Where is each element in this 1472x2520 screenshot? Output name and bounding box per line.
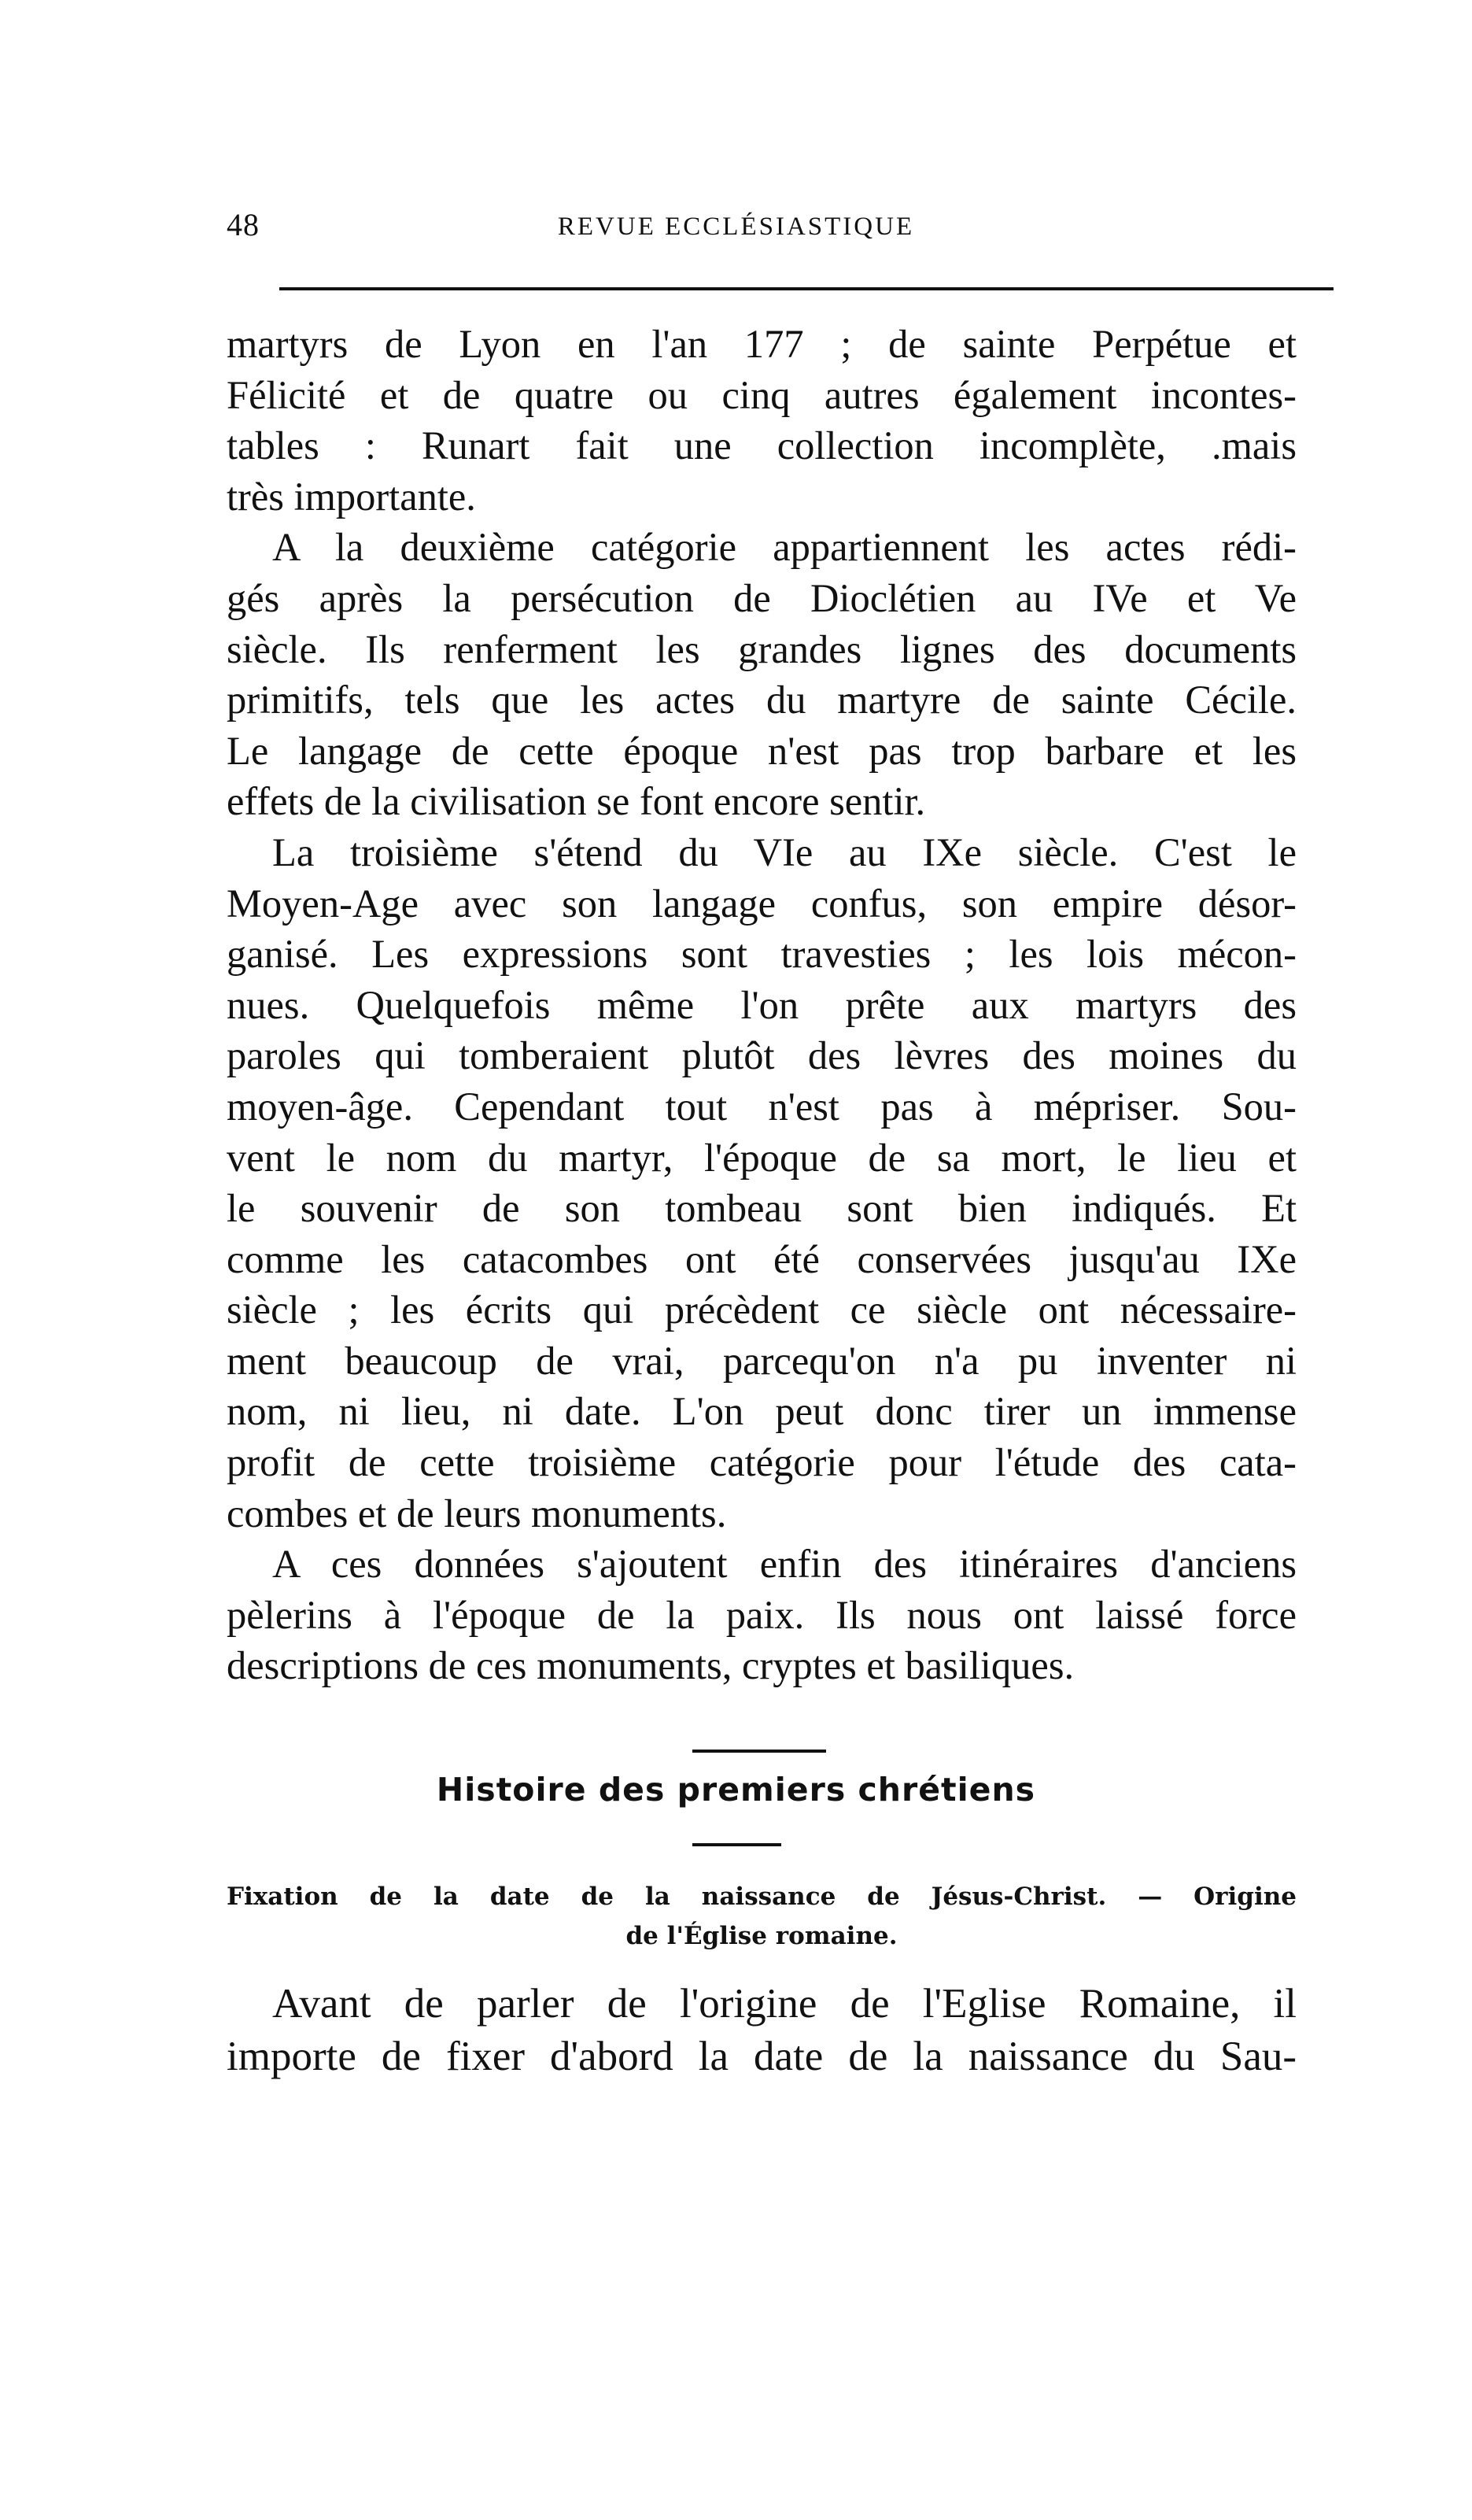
section-divider bbox=[692, 1750, 826, 1753]
section-title: Histoire des premiers chrétiens bbox=[436, 1771, 1036, 1809]
subtitle-line: de l'Église romaine. bbox=[625, 1922, 898, 1950]
text-line: descriptions de ces monuments, cryptes et basiliques. bbox=[227, 1643, 1075, 1688]
text-line: primitifs, tels que les actes du martyre de sainte Cécile. bbox=[227, 678, 1297, 722]
text-line: moyen-âge. Cependant tout n'est pas à mépriser. Sou- bbox=[227, 1084, 1297, 1129]
text-line: siècle ; les écrits qui précèdent ce siècle ont nécessaire- bbox=[227, 1288, 1297, 1332]
text-line: vent le nom du martyr, l'époque de sa mort, le lieu et bbox=[227, 1135, 1297, 1180]
text-line: importe de fixer d'abord la date de la naissance du Sau- bbox=[227, 2034, 1297, 2079]
text-line: siècle. Ils renferment les grandes lignes des documents bbox=[227, 626, 1297, 671]
text-line: La troisième s'étend du VIe au IXe siècle. C'est le bbox=[272, 830, 1297, 874]
text-line: Félicité et de quatre ou cinq autres également incontes- bbox=[227, 372, 1297, 417]
text-line: Avant de parler de l'origine de l'Eglise Romaine, il bbox=[272, 1981, 1297, 2027]
chapter-opening-text bbox=[227, 1978, 1297, 2083]
text-line: le souvenir de son tombeau sont bien indiqués. Et bbox=[227, 1186, 1297, 1231]
text-line: très importante. bbox=[227, 474, 476, 519]
section-divider bbox=[692, 1843, 781, 1846]
text-line: A la deuxième catégorie appartiennent les actes rédi- bbox=[272, 525, 1297, 570]
page-number: 48 bbox=[227, 207, 260, 242]
text-line: A ces données s'ajoutent enfin des itinéraires d'anciens bbox=[272, 1542, 1297, 1587]
text-line: paroles qui tomberaient plutôt des lèvres des moines du bbox=[227, 1033, 1297, 1078]
text-line: Le langage de cette époque n'est pas trop barbare et les bbox=[227, 728, 1297, 773]
text-line: combes et de leurs monuments. bbox=[227, 1491, 727, 1535]
text-line: profit de cette troisième catégorie pour l'étude des cata- bbox=[227, 1440, 1297, 1485]
running-head: REVUE ECCLÉSIASTIQUE bbox=[557, 212, 915, 241]
text-line: Moyen-Age avec son langage confus, son empire désor- bbox=[227, 881, 1297, 926]
subtitle-line: Fixation de la date de la naissance de Jésus-Christ. — Origine bbox=[227, 1883, 1297, 1911]
text-line: nom, ni lieu, ni date. L'on peut donc tirer un immense bbox=[227, 1389, 1297, 1434]
text-line: nues. Quelquefois même l'on prête aux martyrs des bbox=[227, 982, 1297, 1027]
text-line: ganisé. Les expressions sont travesties ; les lois mécon- bbox=[227, 932, 1297, 977]
header-rule bbox=[279, 287, 1334, 290]
text-line: tables : Runart fait une collection incomplète, .mais bbox=[227, 423, 1297, 468]
text-line: comme les catacombes ont été conservées jusqu'au IXe bbox=[227, 1236, 1297, 1281]
text-line: martyrs de Lyon en l'an 177 ; de sainte Perpétue et bbox=[227, 322, 1297, 366]
body-text bbox=[227, 319, 1297, 1691]
section-subtitle bbox=[227, 1877, 1297, 1956]
text-line: effets de la civilisation se font encore sentir. bbox=[227, 779, 926, 824]
text-line: ment beaucoup de vrai, parcequ'on n'a pu inventer ni bbox=[227, 1338, 1297, 1383]
text-line: gés après la persécution de Dioclétien au IVe et Ve bbox=[227, 575, 1297, 620]
text-line: pèlerins à l'époque de la paix. Ils nous ont laissé force bbox=[227, 1592, 1297, 1637]
